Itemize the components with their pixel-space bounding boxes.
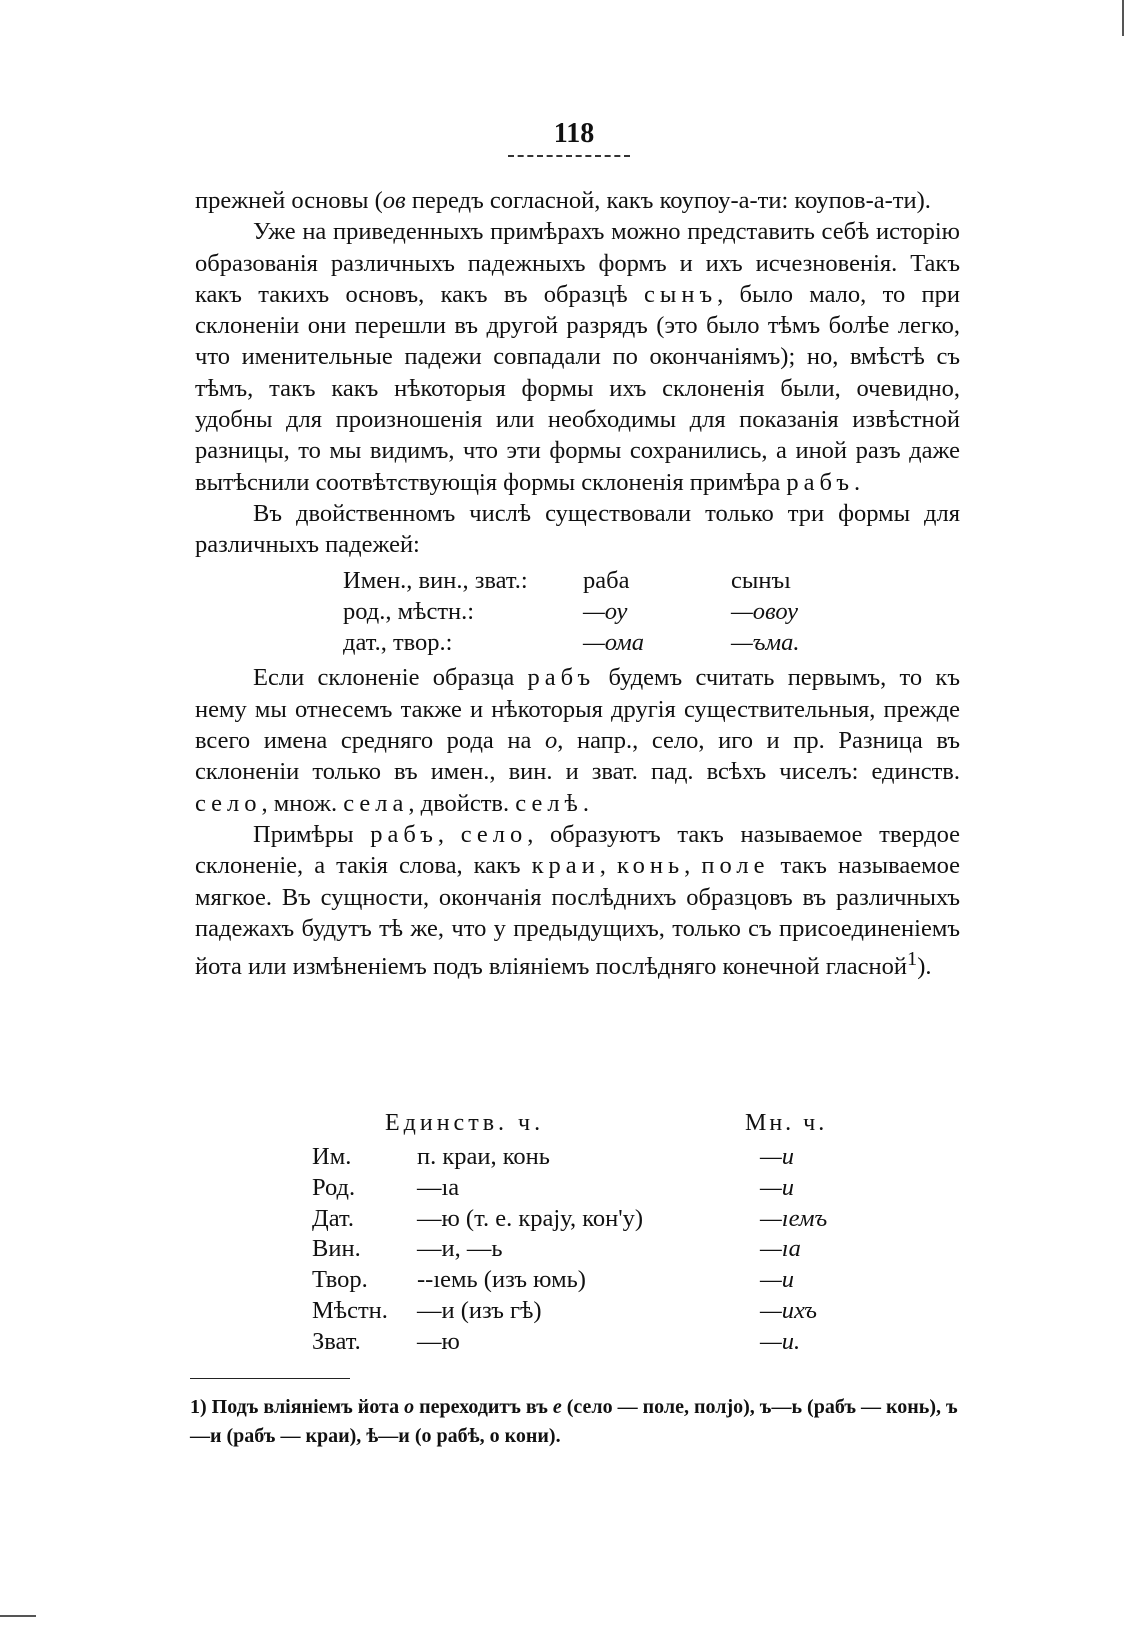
- spaced-word: рабъ: [527, 664, 596, 692]
- plural-form: —ихъ: [760, 1296, 818, 1324]
- text-span: Уже на приведенныхъ примѣрахъ можно представить себѣ исторію образованія различныхъ падежныхъ формъ и ихъ исчезновенія. Такъ какъ такихъ основъ, какъ въ образцѣ: [195, 218, 960, 308]
- case-label: дат., твор.:: [343, 629, 453, 657]
- text-span: ,: [684, 852, 702, 880]
- spaced-word: село: [195, 789, 262, 817]
- plural-form: —и.: [760, 1327, 801, 1355]
- syn-form: —ъма.: [731, 629, 800, 657]
- spaced-word: рабъ: [370, 820, 438, 848]
- italic-letter: о: [404, 1396, 415, 1418]
- text-span: ,: [599, 852, 617, 880]
- singular-form: --ıемь (изъ юмь): [417, 1266, 586, 1294]
- text-span: , было мало, то при склоненіи они перешли въ другой разрядъ (это было тѣмъ болѣе легко, что именительные падежи совпадали по окончаніямъ); но, вмѣстѣ съ тѣмъ, такъ какъ нѣкоторыя формы ихъ склоненія были, очевидно, удобны для произношенія или необходимы для показанія извѣстной разницы, то мы видимъ, что эти формы сохранились, а иной разъ даже вытѣснили соотвѣтствующія формы склоненія примѣра: [195, 280, 960, 496]
- text-span: ).: [917, 953, 932, 981]
- text-span: .: [582, 789, 589, 817]
- singular-form: —ıa: [417, 1173, 460, 1201]
- singular-form: —ю (т. е. крају, кон'у): [417, 1204, 644, 1232]
- dual-number-table: [343, 565, 800, 659]
- paragraph-1: [195, 185, 960, 216]
- case-label: род., мѣстн.:: [343, 597, 475, 625]
- text-span: , множ.: [261, 789, 344, 817]
- case-name: Вин.: [312, 1235, 361, 1263]
- plural-form: —ıa: [760, 1235, 801, 1263]
- declension-row: [312, 1142, 827, 1173]
- declension-row: [312, 1296, 827, 1327]
- header-plural: Мн. ч.: [745, 1110, 828, 1136]
- paragraph-3: Въ двойственномъ числѣ существовали только три формы для различныхъ падежей:: [195, 499, 960, 559]
- case-name: Род.: [312, 1173, 356, 1201]
- footnote: [190, 1393, 975, 1451]
- dual-table-row: [343, 565, 800, 596]
- main-text: [195, 185, 960, 983]
- declension-row: [312, 1173, 827, 1204]
- syn-form: —овоу: [731, 597, 798, 625]
- page-number-rule: [508, 155, 630, 157]
- scan-edge-mark: [1122, 0, 1124, 36]
- spaced-word: рабъ: [786, 468, 854, 496]
- text-span: переходитъ въ: [414, 1396, 553, 1418]
- plural-form: —и: [760, 1143, 795, 1170]
- spaced-word: селѣ: [515, 789, 583, 817]
- singular-form: —и (изъ гѣ): [417, 1296, 542, 1324]
- declension-row: [312, 1327, 827, 1358]
- text-span: (село — поле, полјо), ъ—ь (рабъ — конь), ъ—и (рабъ — краи), ѣ—и (о рабѣ, о кони).: [190, 1396, 958, 1447]
- text-span: .: [854, 468, 861, 496]
- case-label: Имен., вин., зват.:: [343, 566, 528, 594]
- plural-form: —ıемъ: [760, 1204, 828, 1232]
- text-span: , напр., село, иго и пр. Разница въ склоненіи только въ имен., вин. и зват. пад. всѣхъ чиселъ: единств.: [195, 727, 960, 786]
- case-name: Мѣстн.: [312, 1296, 388, 1324]
- paragraph-5: [195, 819, 960, 983]
- text-span: , двойств.: [408, 789, 516, 817]
- singular-form: —и, —ь: [417, 1235, 503, 1263]
- singular-form: п. краи, конь: [417, 1143, 550, 1170]
- declension-table: [312, 1142, 827, 1358]
- text-span: Примѣры: [253, 820, 371, 848]
- raba-form: —оу: [583, 597, 628, 625]
- text-span: прежней основы (: [195, 187, 383, 214]
- spaced-word: села: [343, 789, 409, 817]
- case-name: Им.: [312, 1143, 352, 1170]
- singular-form: —ю: [417, 1327, 460, 1355]
- spaced-word: конь: [616, 852, 685, 880]
- declension-row: [312, 1234, 827, 1265]
- raba-form: —ома: [583, 629, 644, 657]
- italic-letter: о: [545, 727, 558, 755]
- spaced-word: поле: [701, 852, 770, 880]
- text-span: такъ называемое мягкое. Въ сущности, окончанія послѣднихъ образцовъ въ различныхъ падежахъ будутъ тѣ же, что у предыдущихъ, только съ присоединеніемъ йота или измѣненіемъ подъ вліяніемъ послѣдняго конечной гласной: [195, 852, 961, 981]
- footnote-marker[interactable]: 1: [906, 948, 918, 971]
- syn-form: сынъı: [731, 566, 791, 594]
- dual-table-row: [343, 627, 800, 658]
- italic-ending: ов: [382, 187, 406, 214]
- declension-row: [312, 1204, 827, 1235]
- text-span: ,: [437, 820, 461, 848]
- footnote-rule: [190, 1378, 350, 1379]
- case-name: Зват.: [312, 1327, 361, 1355]
- text-span: 1) Подъ вліяніемъ йота: [190, 1396, 405, 1418]
- case-name: Дат.: [312, 1204, 354, 1232]
- scan-edge-mark: [0, 1615, 36, 1617]
- spaced-word: сынъ: [644, 280, 718, 308]
- paragraph-4: [195, 662, 960, 818]
- raba-form: раба: [583, 566, 630, 594]
- text-span: будемъ считать первымъ, то къ нему мы отнесемъ также и нѣкоторыя другія существительныя, прежде всего имена средняго рода на: [195, 664, 960, 755]
- spaced-word: село: [460, 820, 528, 848]
- text-span: передъ согласной, какъ коупоу-а-ти: коупов-а-ти).: [405, 187, 931, 214]
- dual-table-row: [343, 596, 800, 627]
- italic-letter: е: [552, 1396, 562, 1418]
- case-name: Твор.: [312, 1266, 368, 1294]
- plural-form: —и: [760, 1173, 795, 1201]
- text-span: Если склоненіе образца: [253, 664, 528, 692]
- declension-row: [312, 1265, 827, 1296]
- header-singular: Единств. ч.: [385, 1110, 545, 1136]
- page-number: 118: [553, 118, 595, 149]
- plural-form: —и: [760, 1266, 795, 1294]
- text-span: , образуютъ такъ называемое твердое склоненіе, а такія слова, какъ: [195, 820, 961, 880]
- spaced-word: краи: [531, 852, 600, 880]
- paragraph-2: [195, 216, 960, 498]
